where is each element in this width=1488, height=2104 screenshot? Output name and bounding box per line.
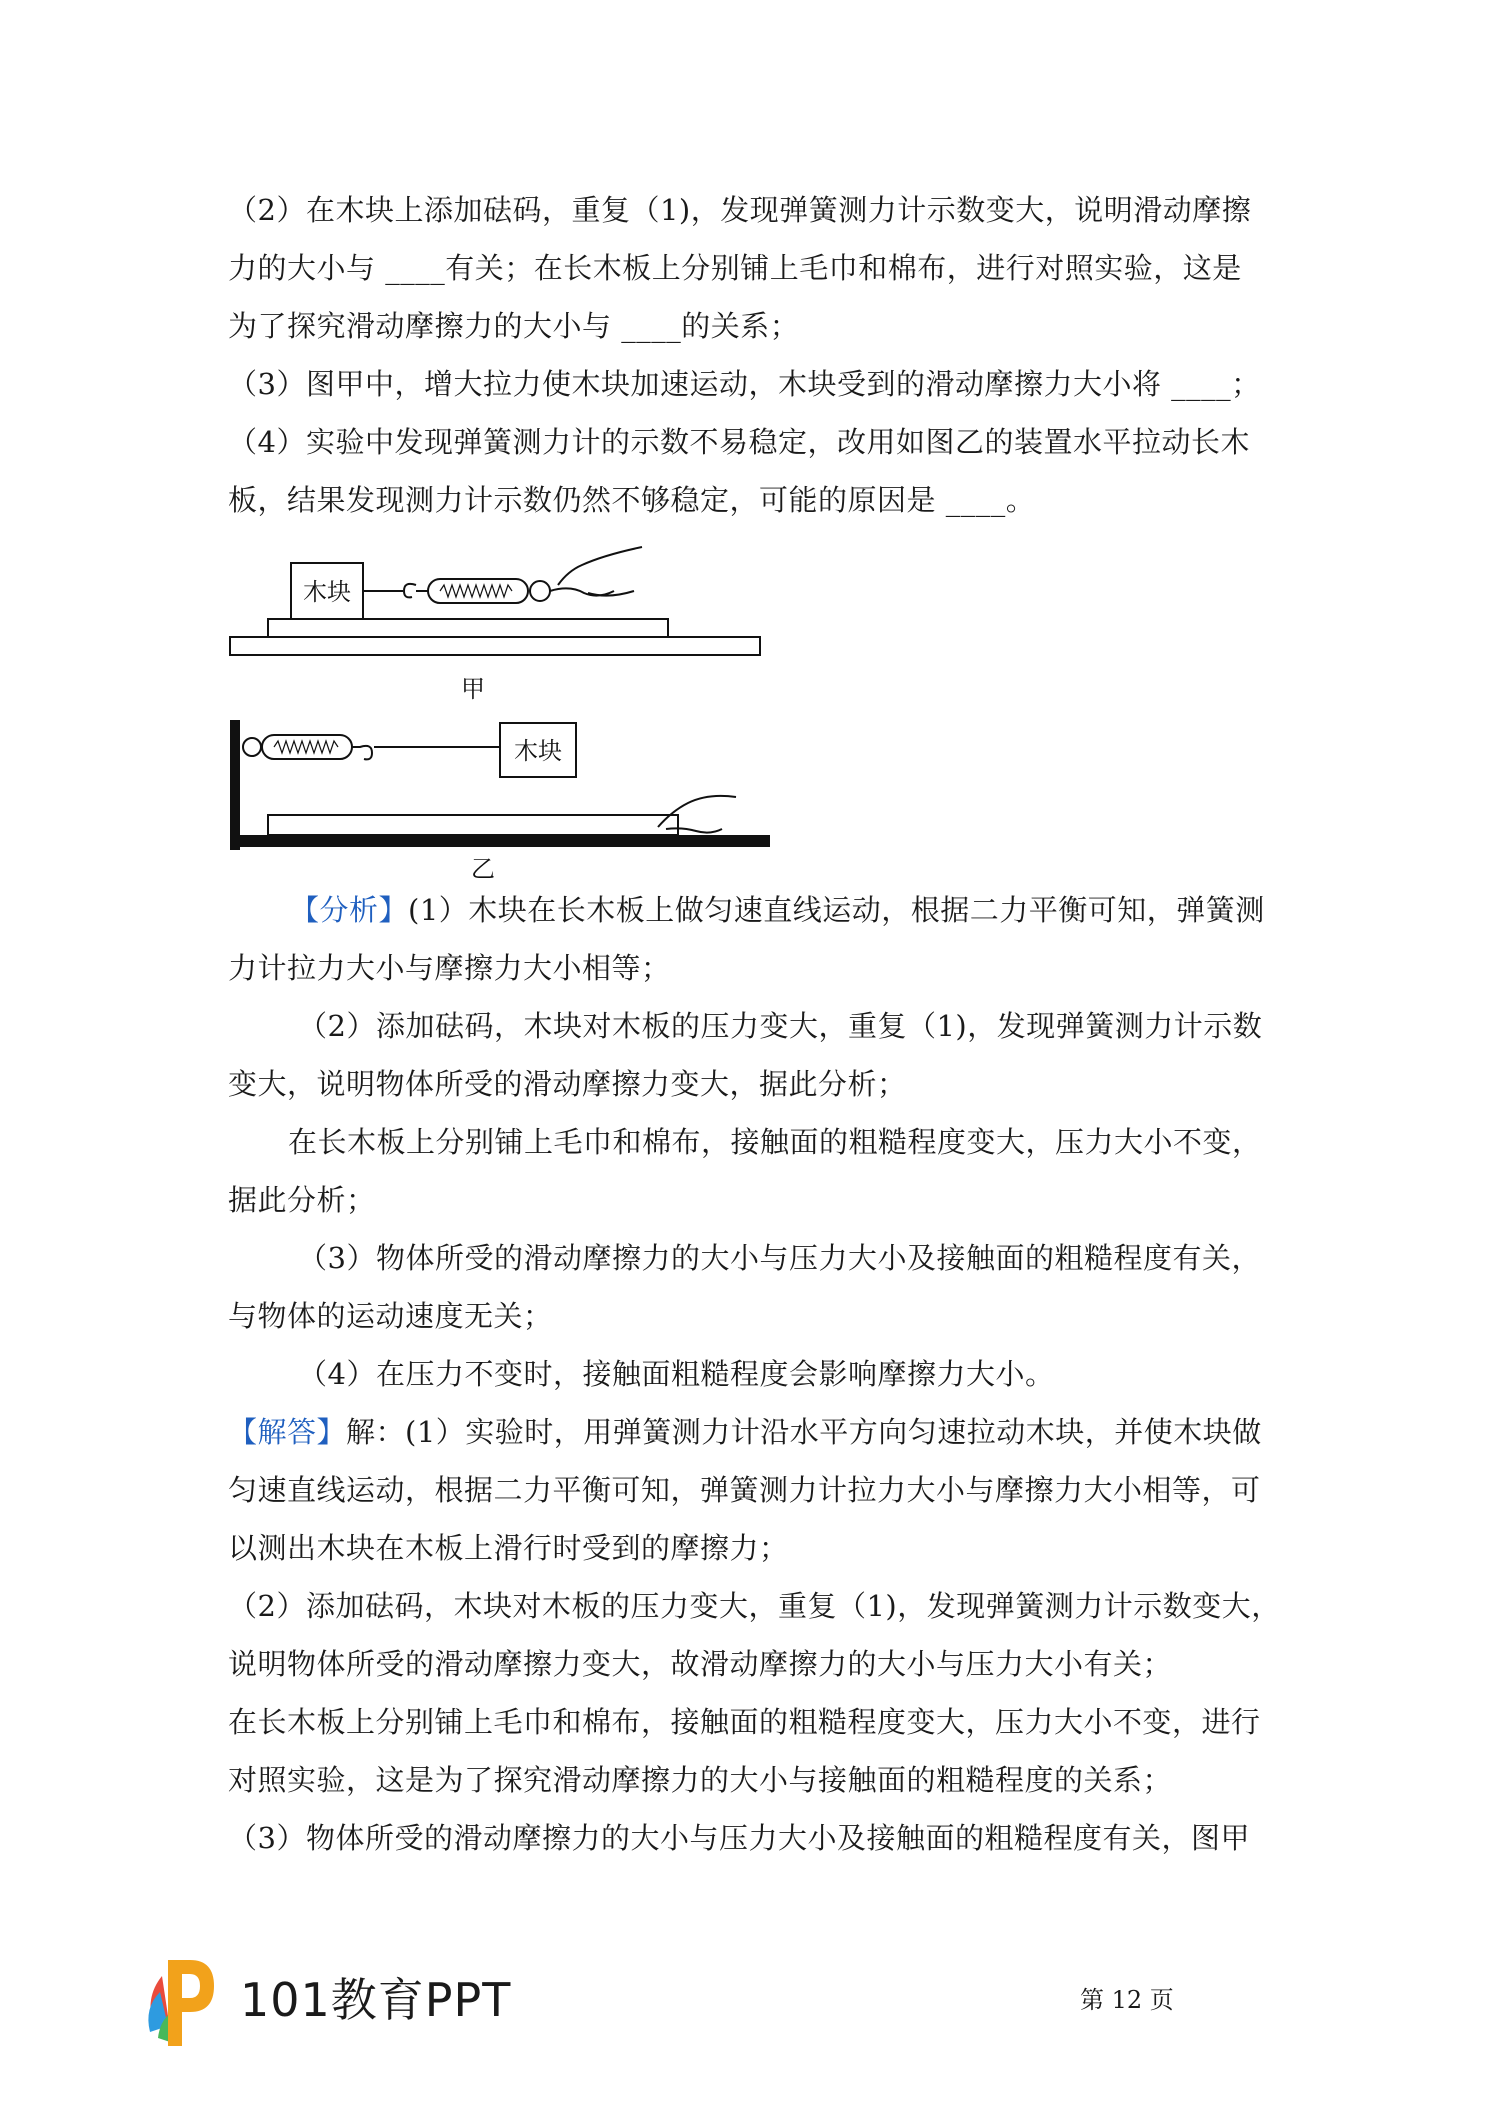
question-line: 力的大小与 ____有关；在长木板上分别铺上毛巾和棉布，进行对照实验，这是 xyxy=(228,251,1242,285)
answer-line: 匀速直线运动，根据二力平衡可知，弹簧测力计拉力大小与摩擦力大小相等，可 xyxy=(228,1473,1261,1507)
answer-line: 在长木板上分别铺上毛巾和棉布，接触面的粗糙程度变大，压力大小不变，进行 xyxy=(228,1705,1261,1739)
base-board-b xyxy=(230,835,770,847)
question-line: （4）实验中发现弹簧测力计的示数不易稳定，改用如图乙的装置水平拉动长木 xyxy=(228,425,1250,459)
scale-ring-a xyxy=(530,581,550,601)
long-board-a xyxy=(268,619,668,637)
question-line: （2）在木块上添加砝码，重复（1)，发现弹簧测力计示数变大，说明滑动摩擦 xyxy=(228,193,1252,227)
block-label-a: 木块 xyxy=(303,578,351,606)
analysis-line: 在长木板上分别铺上毛巾和棉布，接触面的粗糙程度变大，压力大小不变， xyxy=(288,1125,1262,1159)
spring-scale-b xyxy=(262,735,352,759)
analysis-line: （4）在压力不变时，接触面粗糙程度会影响摩擦力大小。 xyxy=(298,1357,1055,1391)
answer-line: 【解答】解：(1）实验时，用弹簧测力计沿水平方向匀速拉动木块，并使木块做 xyxy=(228,1415,1262,1449)
hand-b xyxy=(658,796,736,833)
brand-logo-icon xyxy=(140,1950,220,2050)
figure-b xyxy=(230,720,770,850)
question-line: 为了探究滑动摩擦力的大小与 ____的关系； xyxy=(228,309,800,343)
answer-line: 说明物体所受的滑动摩擦力变大，故滑动摩擦力的大小与压力大小有关； xyxy=(228,1647,1173,1681)
answer-tag: 【解答】 xyxy=(228,1415,347,1449)
answer-line: （2）添加砝码，木块对木板的压力变大，重复（1)，发现弹簧测力计示数变大， xyxy=(228,1589,1281,1623)
hand-a xyxy=(550,547,642,596)
question-line: （3）图甲中，增大拉力使木块加速运动，木块受到的滑动摩擦力大小将 ____； xyxy=(228,367,1261,401)
hook-b xyxy=(352,746,372,760)
wall-b xyxy=(230,720,240,850)
analysis-line: （3）物体所受的滑动摩擦力的大小与压力大小及接触面的粗糙程度有关， xyxy=(298,1241,1261,1275)
analysis-line: 【分析】(1）木块在长木板上做匀速直线运动，根据二力平衡可知，弹簧测 xyxy=(290,893,1265,927)
analysis-line: 力计拉力大小与摩擦力大小相等； xyxy=(228,951,671,985)
analysis-line: （2）添加砝码，木块对木板的压力变大，重复（1)，发现弹簧测力计示数 xyxy=(298,1009,1263,1043)
experiment-figure xyxy=(228,545,788,885)
question-line: 板，结果发现测力计示数仍然不够稳定，可能的原因是 ____。 xyxy=(228,483,1036,517)
analysis-line: 与物体的运动速度无关； xyxy=(228,1299,553,1333)
answer-line: 以测出木块在木板上滑行时受到的摩擦力； xyxy=(228,1531,789,1565)
scale-ring-b xyxy=(243,738,261,756)
caption-a: 甲 xyxy=(461,675,485,703)
long-board-b xyxy=(268,815,678,835)
analysis-line: 变大，说明物体所受的滑动摩擦力变大，据此分析； xyxy=(228,1067,907,1101)
page-number: 第 12 页 xyxy=(1080,1986,1174,2014)
caption-b: 乙 xyxy=(471,855,495,883)
hook-a xyxy=(404,584,416,598)
brand-name: 101教育PPT xyxy=(240,1973,512,2027)
analysis-tag: 【分析】 xyxy=(290,893,409,927)
answer-line: 对照实验，这是为了探究滑动摩擦力的大小与接触面的粗糙程度的关系； xyxy=(228,1763,1173,1797)
answer-line: （3）物体所受的滑动摩擦力的大小与压力大小及接触面的粗糙程度有关，图甲 xyxy=(228,1821,1250,1855)
analysis-line: 据此分析； xyxy=(228,1183,376,1217)
block-label-b: 木块 xyxy=(514,737,562,765)
base-board-a xyxy=(230,637,760,655)
